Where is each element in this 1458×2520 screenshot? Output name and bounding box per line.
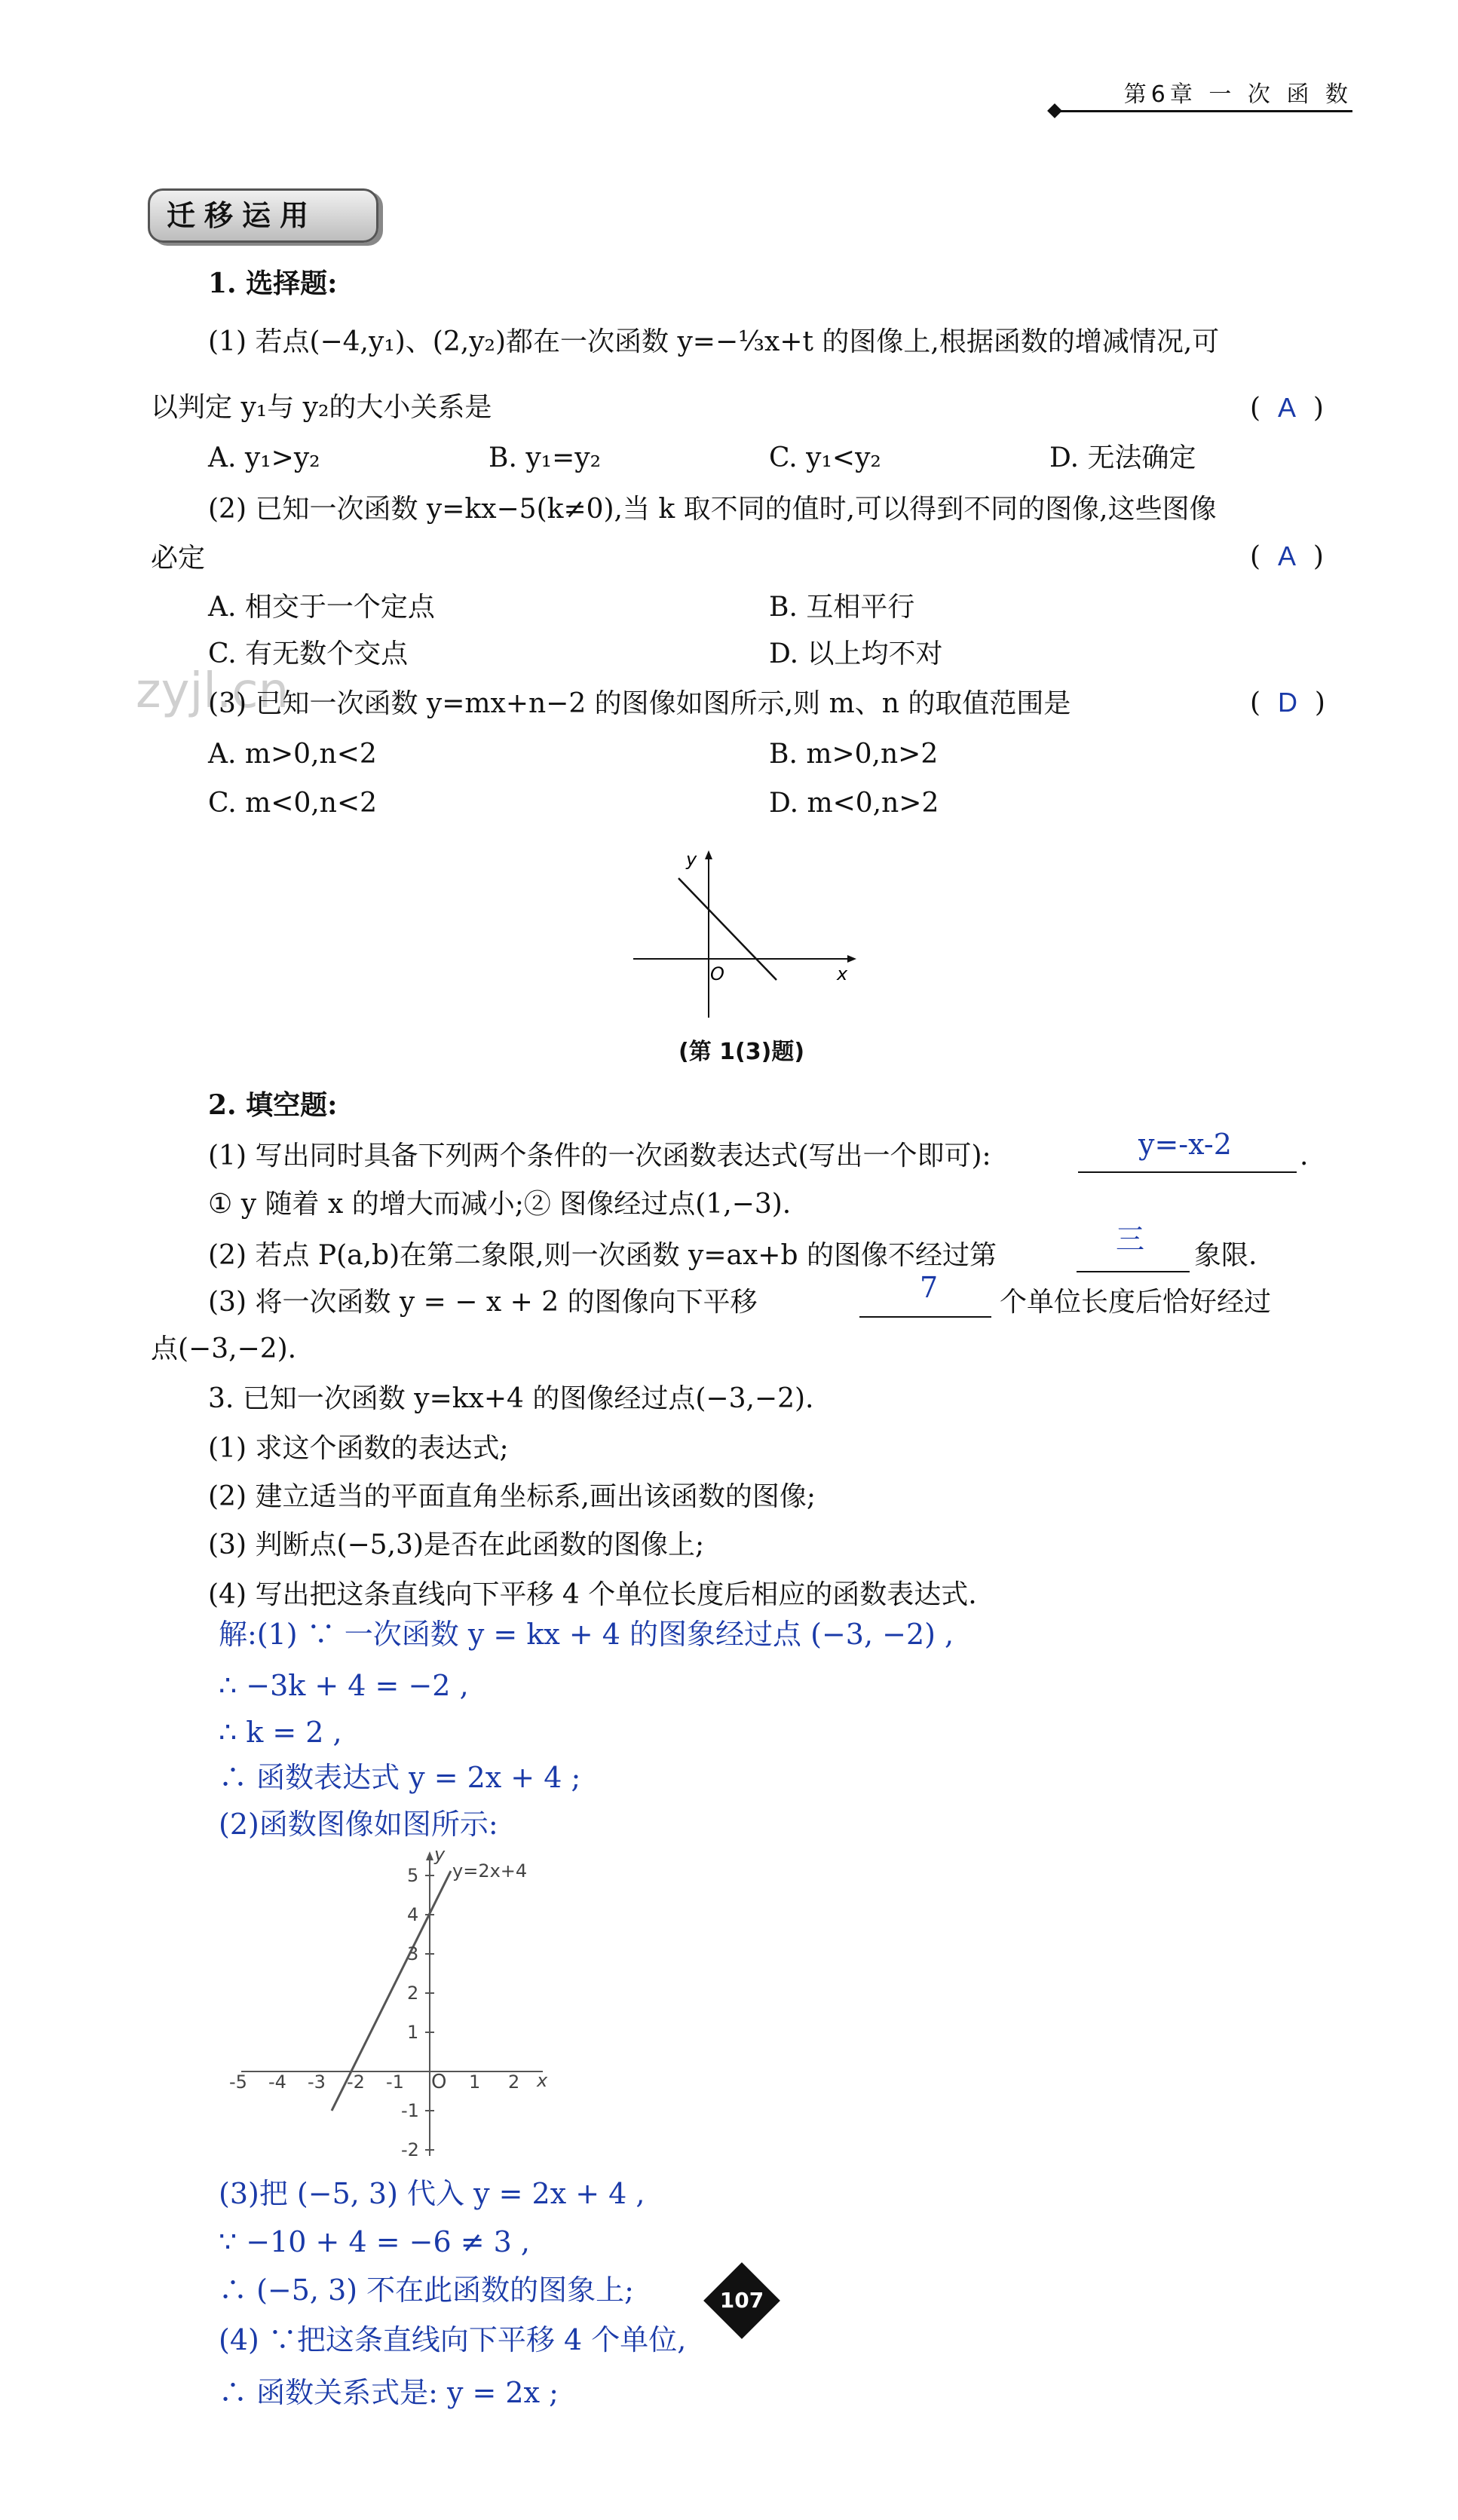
q3-item-3: (3) 判断点(−5,3)是否在此函数的图像上; — [208, 1529, 705, 1560]
q2-p2-suffix: 象限. — [1194, 1240, 1257, 1271]
q1-p1-option-a: A. y₁>y₂ — [208, 442, 320, 473]
q3-item-4: (4) 写出把这条直线向下平移 4 个单位长度后相应的函数表达式. — [208, 1579, 977, 1610]
q1-p1-option-b: B. y₁=y₂ — [489, 442, 602, 473]
graph-y-tick-label: -1 — [401, 2100, 419, 2121]
q2-p1-line2: ① y 随着 x 的增大而减小;② 图像经过点(1,−3). — [208, 1189, 792, 1220]
graph-x-tick-label: -5 — [229, 2071, 247, 2093]
fig-function-line — [678, 878, 776, 980]
graph-x-tick-label: -4 — [268, 2071, 286, 2093]
graph-y-arrow-icon — [426, 1851, 433, 1860]
q3-item-2: (2) 建立适当的平面直角坐标系,画出该函数的图像; — [208, 1481, 816, 1512]
figure-caption: (第 1(3)题) — [678, 1039, 805, 1065]
graph-x-tick-label: -3 — [308, 2071, 326, 2093]
solution-line-6: (3)把 (−5, 3) 代入 y = 2x + 4 , — [219, 2177, 645, 2210]
q2-p1-answer: y=-x-2 — [1138, 1128, 1232, 1161]
q2-p2-line1: (2) 若点 P(a,b)在第二象限,则一次函数 y=ax+b 的图像不经过第 — [208, 1240, 997, 1271]
q1-p1-answer: A — [1277, 392, 1296, 423]
q3-title: 3. 已知一次函数 y=kx+4 的图像经过点(−3,−2). — [208, 1383, 814, 1414]
graph-y-tick-label: 1 — [407, 2022, 419, 2043]
q1-p2-answer: A — [1277, 540, 1296, 571]
q2-title: 2. 填空题: — [208, 1089, 338, 1121]
q1-p3-option-b: B. m>0,n>2 — [769, 739, 939, 770]
q1-p2-answer-box: ( A ) — [1250, 540, 1324, 572]
q2-p1-period: . — [1300, 1141, 1309, 1171]
q2-p3-line2: 点(−3,−2). — [151, 1333, 297, 1364]
q2-p3-line1: (3) 将一次函数 y = − x + 2 的图像向下平移 — [208, 1287, 758, 1318]
solution-line-1: 解:(1) ∵ 一次函数 y = kx + 4 的图象经过点 (−3, −2) , — [219, 1618, 954, 1651]
q1-p2-line2: 必定 — [151, 543, 206, 574]
q1-p2-option-a: A. 相交于一个定点 — [208, 592, 435, 623]
graph-x-tick-label: -2 — [347, 2071, 365, 2093]
graph-x-tick-label: 1 — [469, 2071, 481, 2093]
page-number: 107 — [719, 2288, 764, 2313]
section-badge-label: 迁移运用 — [167, 199, 318, 232]
solution-line-5: (2)函数图像如图所示: — [219, 1808, 498, 1841]
fig-x-arrow-icon — [847, 955, 856, 963]
solution-line-10: ∴ 函数关系式是: y = 2x ; — [219, 2376, 559, 2409]
fig-x-label: x — [837, 963, 848, 984]
graph-y-label: y — [434, 1847, 446, 1865]
q1-p3-option-d: D. m<0,n>2 — [769, 788, 939, 819]
graph-y-tick-label: 5 — [407, 1865, 419, 1886]
fig-origin-label: O — [710, 963, 724, 984]
q1-p3-option-a: A. m>0,n<2 — [208, 739, 377, 770]
solution-line-2: ∴ −3k + 4 = −2 , — [219, 1669, 469, 1702]
q1-p2-option-b: B. 互相平行 — [769, 592, 915, 623]
graph-y-tick-label: 4 — [407, 1904, 419, 1925]
graph-y-tick-label: -2 — [401, 2139, 419, 2160]
q1-p1-answer-box: ( A ) — [1250, 392, 1324, 424]
graph-x-tick-label: -1 — [386, 2071, 404, 2093]
fig-y-label: y — [686, 849, 697, 870]
chapter-header: 第6章 一 次 函 数 — [1123, 81, 1352, 108]
solution-line-9: (4) ∵把这条直线向下平移 4 个单位, — [219, 2323, 687, 2356]
watermark: zyjl.cn — [136, 663, 289, 719]
graph-origin-label: O — [431, 2071, 447, 2093]
section-badge — [148, 188, 378, 243]
q2-p2-answer: 三 — [1116, 1223, 1145, 1256]
q1-p2-option-d: D. 以上均不对 — [769, 638, 943, 669]
q1-p2-option-c: C. 有无数个交点 — [208, 638, 409, 669]
solution-line-7: ∵ −10 + 4 = −6 ≠ 3 , — [219, 2225, 530, 2258]
q1-p3-option-c: C. m<0,n<2 — [208, 788, 378, 819]
q1-figure — [626, 844, 867, 1025]
header-diamond-icon — [1047, 103, 1062, 118]
graph-y-tick-label: 3 — [407, 1943, 419, 1964]
q2-p3-answer: 7 — [920, 1271, 939, 1304]
q1-title: 1. 选择题: — [208, 268, 338, 299]
q1-p3-answer: D — [1277, 687, 1297, 718]
graph-x-tick-label: 2 — [508, 2071, 520, 2093]
graph-line-label: y=2x+4 — [452, 1860, 528, 1882]
solution-graph — [226, 1847, 573, 2163]
q3-item-1: (1) 求这个函数的表达式; — [208, 1433, 509, 1464]
solution-line-8: ∴ (−5, 3) 不在此函数的图象上; — [219, 2274, 634, 2307]
graph-x-label: x — [537, 2070, 548, 2091]
fig-y-arrow-icon — [705, 850, 712, 859]
q1-p1-line2: 以判定 y₁与 y₂的大小关系是 — [151, 392, 492, 423]
q2-p1-line1: (1) 写出同时具备下列两个条件的一次函数表达式(写出一个即可): — [208, 1141, 991, 1171]
header-rule — [1057, 110, 1352, 112]
graph-y-tick-label: 2 — [407, 1983, 419, 2004]
q1-p1-option-c: C. y₁<y₂ — [769, 442, 881, 473]
q1-p1-line1: (1) 若点(−4,y₁)、(2,y₂)都在一次函数 y=−⅓x+t 的图像上,根据函数的增减情况,可 — [208, 326, 1220, 357]
q2-p3-suffix: 个单位长度后恰好经过 — [1000, 1287, 1272, 1318]
q1-p3-line1: (3) 已知一次函数 y=mx+n−2 的图像如图所示,则 m、n 的取值范围是 — [208, 688, 1071, 719]
solution-line-4: ∴ 函数表达式 y = 2x + 4 ; — [219, 1761, 581, 1794]
solution-line-3: ∴ k = 2 , — [219, 1716, 342, 1749]
q1-p2-line1: (2) 已知一次函数 y=kx−5(k≠0),当 k 取不同的值时,可以得到不同的图像,这些图像 — [208, 494, 1217, 525]
q1-p3-answer-box: ( D ) — [1250, 687, 1325, 718]
q1-p1-option-d: D. 无法确定 — [1049, 442, 1196, 473]
